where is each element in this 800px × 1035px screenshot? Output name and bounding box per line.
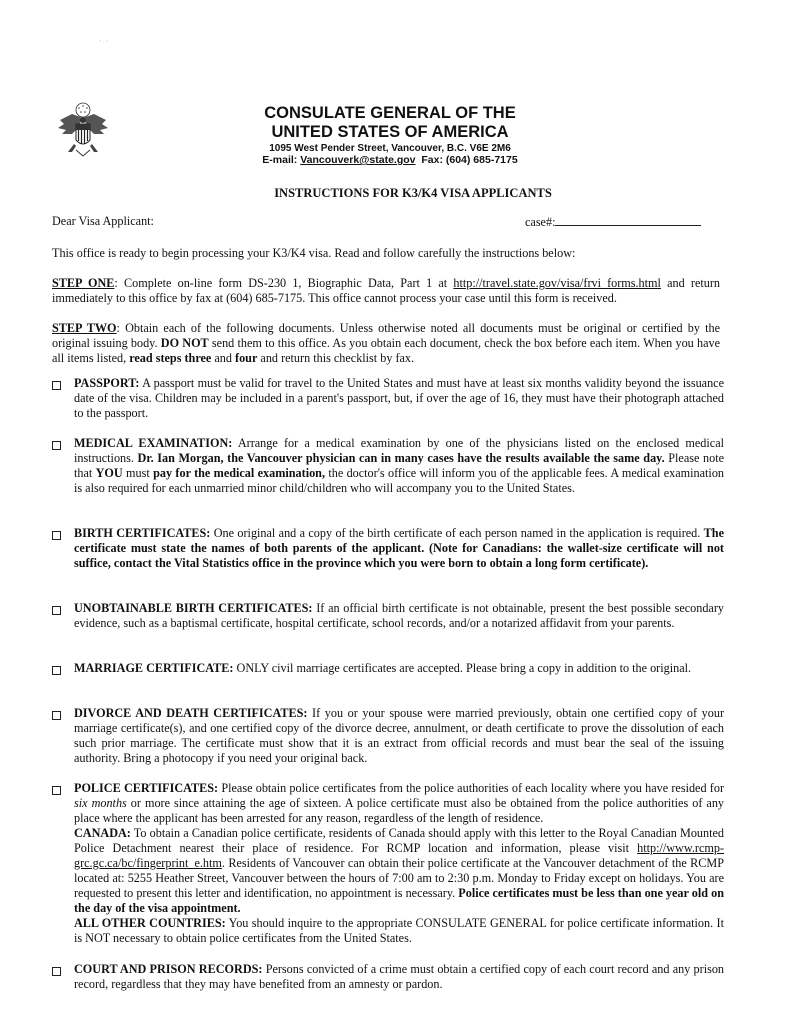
item-emphasis: YOU [95,466,123,480]
case-label: case#: [525,215,556,229]
canada-label: CANADA: [74,826,131,840]
item-label: COURT AND PRISON RECORDS: [74,962,263,976]
email-label: E-mail: [262,154,298,166]
item-emphasis: The certificate must state the names of both parents of the applicant. (Note for Canadians: the wallet-size certificate will not suffice, contact the Vital Statistics office in the province which you were born to obtain a long form certificate). [74,526,724,570]
item-emphasis: pay for the medical examination, [153,466,325,480]
checkbox-divorce[interactable] [52,711,61,720]
item-label: MEDICAL EXAMINATION: [74,436,233,450]
step-two-label: STEP TWO [52,321,117,335]
checklist-item-unobtainable [52,601,724,631]
item-label: PASSPORT: [74,376,140,390]
checkbox-birth[interactable] [52,531,61,540]
item-text: One original and a copy of the birth certificate of each person named in the application is required. [210,526,704,540]
six-months-emphasis: six months [74,796,127,810]
checklist-item-medical [52,436,724,496]
item-text: A passport must be valid for travel to the United States and must have at least six months validity beyond the issuance date of the visa. Children may be included in a parent's passport, but, if over the age of 16, they must have their photograph attached to the passport. [74,376,724,420]
case-number-field[interactable] [525,214,701,230]
other-countries-label: ALL OTHER COUNTRIES: [74,916,226,930]
email-link[interactable]: Vancouverk@state.gov [300,154,416,166]
fax-number: Fax: (604) 685-7175 [421,154,518,166]
checkbox-court[interactable] [52,967,61,976]
item-text: To obtain a Canadian police certificate, residents of Canada should apply with this letter to the Royal Canadian Mounted Police Detachment nearest their place of residence. For RCMP location and information, please visit [74,826,724,855]
step-two-text: : Obtain each of the following documents. Unless otherwise noted all documents must be original or certified by the original issuing body. [52,321,720,350]
item-label: DIVORCE AND DEATH CERTIFICATES: [74,706,308,720]
checklist-item-divorce [52,706,724,766]
case-number-blank[interactable] [555,214,701,226]
step-one-label: STEP ONE [52,276,115,290]
item-text: ONLY civil marriage certificates are accepted. Please bring a copy in addition to the original. [233,661,692,675]
item-text: Persons convicted of a crime must obtain a certified copy of each court record and any prison record, regardless that they may have benefited from an amnesty or pardon. [74,962,725,991]
ds230-link[interactable]: http://travel.state.gov/visa/frvi_forms.html [453,276,661,290]
salutation: Dear Visa Applicant: [52,214,154,228]
item-label: BIRTH CERTIFICATES: [74,526,211,540]
item-text: If an official birth certificate is not obtainable, present the best possible secondary evidence, such as a baptismal certificate, hospital certificate, school records, and/or a notarized affidavit from your parents. [74,601,724,630]
header-contact [0,154,790,166]
step-two-and: and [211,351,236,365]
step-two-paragraph [52,321,720,366]
item-text: If you or your spouse were married previously, obtain one certified copy of your marriage certificate(s), and one certified copy of the divorce decree, annulment, or death certificate to prove the dissolution of each such prior marriage. The certificate must show that it is an extract from official records and must bear the seal of the issuing authority. Bring a photocopy if you need your original back. [74,706,725,765]
step-two-text-end: and return this checklist by fax. [257,351,415,365]
item-text: . Residents of Vancouver can obtain their police certificate at the Vancouver detachment of the RCMP located at: 5255 Heather Street, Vancouver between the hours of 7:00 am to 2:30 p.m. Monday to Friday except on holidays. You are requested to present this letter and identification, no appointment is necessary. [74,856,724,900]
step-one-text-cont: and return immediately to this office by fax at (604) 685-7175. This office cannot process your case until this form is received. [52,276,721,305]
checkbox-passport[interactable] [52,381,61,390]
checkbox-medical[interactable] [52,441,61,450]
checkbox-marriage[interactable] [52,666,61,675]
item-text: Please note that [74,451,724,480]
intro-paragraph: This office is ready to begin processing your K3/K4 visa. Read and follow carefully the instructions below: [52,246,576,260]
checklist-item-birth [52,526,724,571]
rcmp-link[interactable]: http://www.rcmp-grc.gc.ca/bc/fingerprint_e.htm [74,841,724,870]
checkbox-police[interactable] [52,786,61,795]
scan-specks: ' · ‘ [100,40,109,46]
item-text: the doctor's office will inform you of the applicable fees. A medical examination is also required for each unmarried minor child/children who will accompany you to the United States. [74,466,725,495]
four-emphasis: four [235,351,258,365]
item-emphasis: Police certificates must be less than one year old on the day of the visa appointment. [74,886,724,915]
item-text: Arrange for a medical examination by one of the physicians listed on the enclosed medical instructions. [74,436,724,465]
do-not-emphasis: DO NOT [160,336,209,350]
step-one-text: : Complete on-line form DS-230 1, Biographic Data, Part 1 at [114,276,454,290]
header-address: 1095 West Pender Street, Vancouver, B.C. V6E 2M6 [269,143,511,154]
item-label: UNOBTAINABLE BIRTH CERTIFICATES: [74,601,313,615]
step-two-text-cont: send them to this office. As you obtain each document, check the box before each item. When you have all items listed, [52,336,720,365]
item-text: You should inquire to the appropriate CONSULATE GENERAL for police certificate information. It is NOT necessary to obtain police certificates from the United States. [74,916,724,945]
item-text: Please obtain police certificates from the police authorities of each locality where you have resided for [218,781,724,795]
item-label: MARRIAGE CERTIFICATE: [74,661,234,675]
header-line1: CONSULATE GENERAL OF THE [264,104,516,122]
checklist-item-police [52,781,724,946]
checklist-item-passport [52,376,724,421]
document-title: INSTRUCTIONS FOR K3/K4 VISA APPLICANTS [274,186,552,200]
item-text: or more since attaining the age of sixteen. A police certificate must also be obtained from the police authorities of any place where the applicant has been arrested for any reason, regardless of the length of residence. [74,796,725,825]
item-emphasis: Dr. Ian Morgan, the Vancouver physician can in many cases have the results available the same day. [137,451,665,465]
step-one-paragraph [52,276,720,306]
checklist-item-court [52,962,724,992]
checklist-item-marriage [52,661,724,676]
read-steps-emphasis: read steps three [129,351,212,365]
item-label: POLICE CERTIFICATES: [74,781,219,795]
item-text: must [122,466,154,480]
header-line2: UNITED STATES OF AMERICA [271,123,509,141]
checkbox-unobtainable[interactable] [52,606,61,615]
